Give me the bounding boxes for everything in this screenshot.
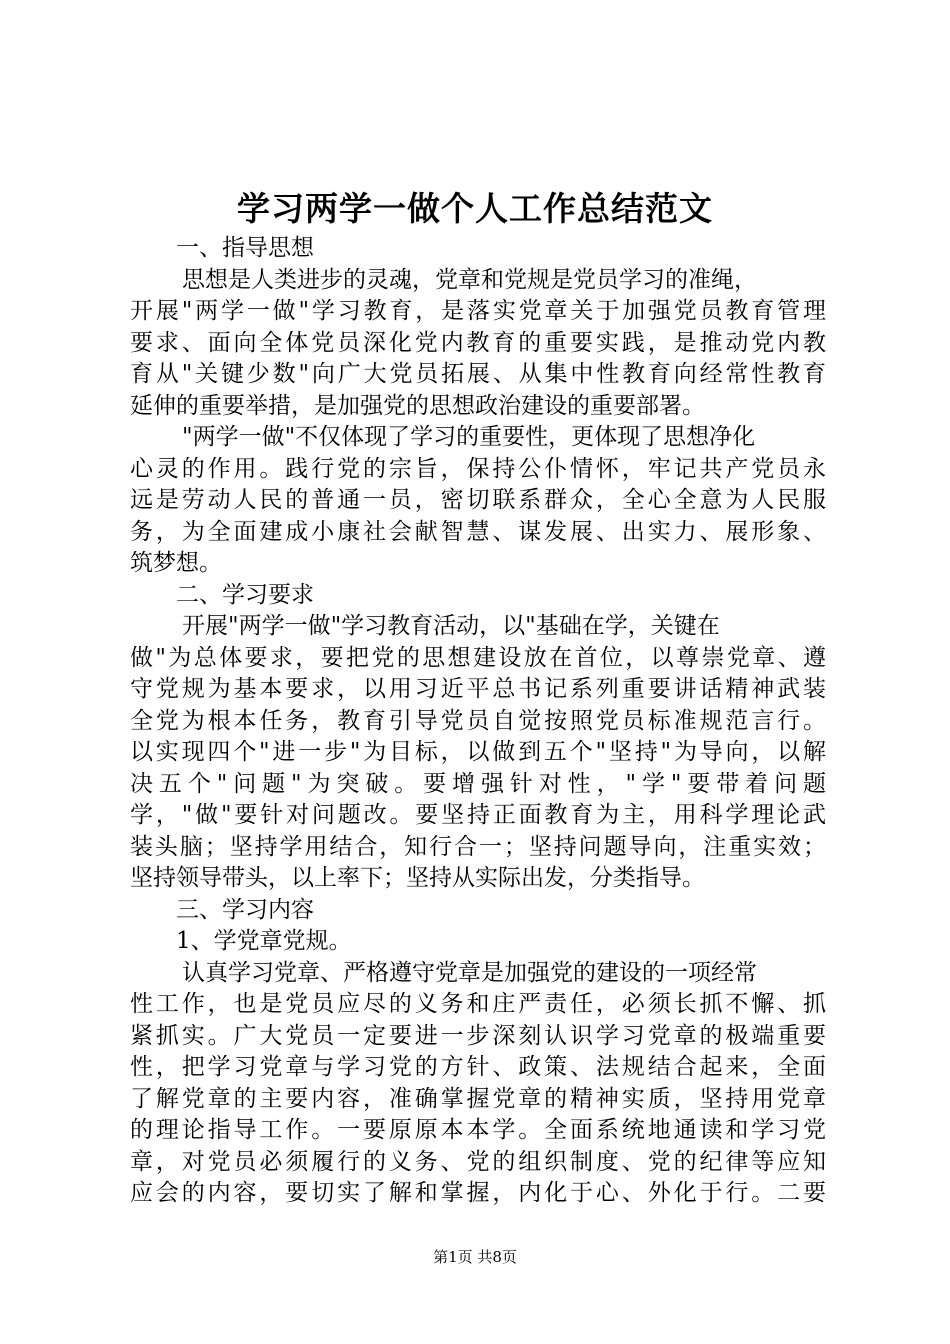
body-line: 认真学习党章、严格遵守党章是加强党的建设的一项经常 <box>182 959 757 986</box>
body-line: 延伸的重要举措，是加强党的思想政治建设的重要部署。 <box>130 392 705 419</box>
body-line: 要求、面向全体党员深化党内教育的重要实践，是推动党内教 <box>130 329 826 356</box>
section-heading: 三、学习内容 <box>176 896 314 923</box>
section-heading: 二、学习要求 <box>176 581 314 608</box>
body-line: 全党为根本任务，教育引导党员自觉按照党员标准规范言行。 <box>130 707 826 734</box>
document-title: 学习两学一做个人工作总结范文 <box>237 189 713 228</box>
body-line: 学，"做"要针对问题改。要坚持正面教育为主，用科学理论武 <box>130 802 826 828</box>
body-line: 决五个"问题"为突破。要增强针对性，"学"要带着问题 <box>130 770 826 797</box>
body-line: 性工作，也是党员应尽的义务和庄严责任，必须长抓不懈、抓 <box>130 991 826 1017</box>
body-line: 应会的内容，要切实了解和掌握，内化于心、外化于行。二要 <box>130 1180 826 1206</box>
body-line: 做"为总体要求，要把党的思想建设放在首位，以尊崇党章、遵 <box>130 644 826 671</box>
body-line: 守党规为基本要求，以用习近平总书记系列重要讲话精神武装 <box>130 676 826 702</box>
page-footer: 第1页 共8页 <box>433 1248 517 1266</box>
body-line: 的理论指导工作。一要原原本本学。全面系统地通读和学习党 <box>130 1117 826 1143</box>
body-line: 紧抓实。广大党员一定要进一步深刻认识学习党章的极端重要 <box>130 1022 826 1049</box>
body-line: 思想是人类进步的灵魂，党章和党规是党员学习的准绳， <box>182 266 757 293</box>
body-line: 坚持领导带头，以上率下；坚持从实际出发，分类指导。 <box>130 865 705 891</box>
body-line: 开展"两学一做"学习教育，是落实党章关于加强党员教育管理 <box>130 298 826 324</box>
section-heading: 1、学党章党规。 <box>176 928 352 954</box>
body-line: 育从"关键少数"向广大党员拓展、从集中性教育向经常性教育 <box>130 361 826 387</box>
body-line: 性，把学习党章与学习党的方针、政策、法规结合起来，全面 <box>130 1054 826 1080</box>
body-line: 心灵的作用。践行党的宗旨，保持公仆情怀，牢记共产党员永 <box>130 455 826 482</box>
body-line: 装头脑；坚持学用结合，知行合一；坚持问题导向，注重实效； <box>130 833 826 860</box>
body-line: "两学一做"不仅体现了学习的重要性，更体现了思想净化 <box>182 424 756 450</box>
body-line: 章，对党员必须履行的义务、党的组织制度、党的纪律等应知 <box>130 1148 826 1175</box>
body-line: 筑梦想。 <box>130 550 222 576</box>
body-line: 务，为全面建成小康社会献智慧、谋发展、出实力、展形象、 <box>130 518 826 545</box>
section-heading: 一、指导思想 <box>176 235 314 261</box>
body-line: 远是劳动人民的普通一员，密切联系群众，全心全意为人民服 <box>130 487 826 513</box>
body-line: 以实现四个"进一步"为目标，以做到五个"坚持"为导向，以解 <box>130 739 826 765</box>
body-line: 了解党章的主要内容，准确掌握党章的精神实质，坚持用党章 <box>130 1085 826 1112</box>
document-body <box>130 233 826 1210</box>
body-line: 开展"两学一做"学习教育活动，以"基础在学，关键在 <box>182 613 720 639</box>
